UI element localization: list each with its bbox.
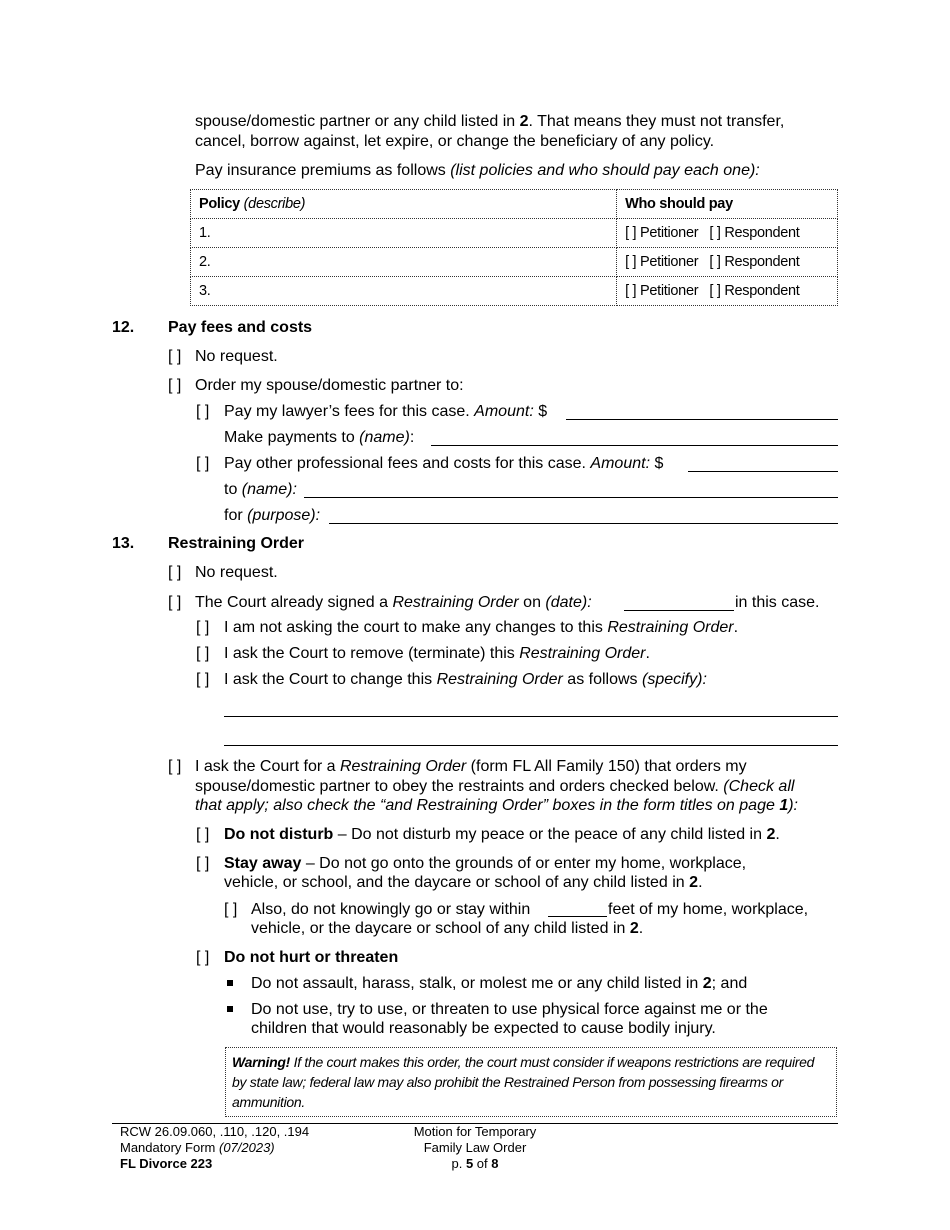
footer-page-number: p. 5 of 8 xyxy=(451,1156,499,1171)
policy-cell[interactable]: 2. xyxy=(191,248,617,277)
also-distance-checkbox[interactable]: [ ] xyxy=(224,901,238,918)
footer-title-1: Motion for Temporary xyxy=(413,1124,537,1139)
change-specify-field-2[interactable] xyxy=(224,745,838,746)
do-not-disturb-checkbox[interactable]: [ ] xyxy=(196,826,210,843)
who-pays-cell[interactable] xyxy=(617,219,838,248)
other-fees-label: Pay other professional fees and costs for this case. Amount: $ xyxy=(224,455,664,472)
warning-text: If the court makes this order, the court must consider if weapons restrictions are required by state law; federal law may also prohibit the Restrained Person from possessing firearms or ammunition. xyxy=(232,1054,815,1110)
other-fees-to-name-field[interactable] xyxy=(304,497,838,498)
already-signed-suffix: in this case. xyxy=(735,594,820,611)
change-order-label: I ask the Court to change this Restraining Order as follows (specify): xyxy=(224,671,707,688)
intro-line-2: cancel, borrow against, let expire, or change the beneficiary of any policy. xyxy=(195,133,715,150)
who-should-pay-column-header: Who should pay xyxy=(617,190,838,219)
footer-mandatory: Mandatory Form (07/2023) xyxy=(120,1140,275,1155)
policy-column-header: Policy (describe) xyxy=(191,190,617,219)
s13-no-request-label: No request. xyxy=(195,564,278,581)
table-row xyxy=(191,248,838,277)
change-order-checkbox[interactable]: [ ] xyxy=(196,671,210,688)
section-13-title: Restraining Order xyxy=(168,535,305,552)
hurt-bullet-1: Do not assault, harass, stalk, or molest me or any child listed in 2; and xyxy=(251,975,748,992)
not-asking-changes-checkbox[interactable]: [ ] xyxy=(196,619,210,636)
distance-feet-field[interactable] xyxy=(548,916,607,917)
bullet-icon xyxy=(227,1006,233,1012)
not-asking-changes-label: I am not asking the court to make any changes to this Restraining Order. xyxy=(224,619,739,636)
do-not-hurt-checkbox[interactable]: [ ] xyxy=(196,949,210,966)
do-not-hurt-label: Do not hurt or threaten xyxy=(224,949,399,966)
request-restraining-order-checkbox[interactable]: [ ] xyxy=(168,758,182,775)
also-distance-suffix: feet of my home, workplace, xyxy=(608,901,809,918)
petitioner-checkbox[interactable]: [ ] Petitioner xyxy=(625,225,699,241)
make-payments-name-field[interactable] xyxy=(431,445,838,446)
section-12-number: 12. xyxy=(112,319,135,336)
policy-cell[interactable]: 3. xyxy=(191,277,617,306)
table-row xyxy=(191,219,838,248)
other-fees-amount-field[interactable] xyxy=(688,471,838,472)
remove-order-label: I ask the Court to remove (terminate) this Restraining Order. xyxy=(224,645,650,662)
also-distance-label: Also, do not knowingly go or stay within xyxy=(251,901,531,918)
respondent-checkbox[interactable]: [ ] Respondent xyxy=(709,283,800,299)
lawyer-fees-label: Pay my lawyer’s fees for this case. Amount: $ xyxy=(224,403,548,420)
already-signed-checkbox[interactable]: [ ] xyxy=(168,594,182,611)
already-signed-label: The Court already signed a Restraining Order on (date): xyxy=(195,594,592,611)
respondent-checkbox[interactable]: [ ] Respondent xyxy=(709,225,800,241)
petitioner-checkbox[interactable]: [ ] Petitioner xyxy=(625,254,699,270)
intro-line-1: spouse/domestic partner or any child listed in 2. That means they must not transfer, xyxy=(195,113,785,130)
other-fees-to-label: to (name): xyxy=(224,481,297,498)
s12-no-request-checkbox[interactable]: [ ] xyxy=(168,348,182,365)
bullet-icon xyxy=(227,980,233,986)
request-ro-line-2: spouse/domestic partner to obey the restraints and orders checked below. (Check all xyxy=(195,778,795,795)
s13-no-request-checkbox[interactable]: [ ] xyxy=(168,564,182,581)
policy-cell[interactable]: 1. xyxy=(191,219,617,248)
stay-away-label: Stay away – Do not go onto the grounds of or enter my home, workplace, xyxy=(224,855,747,872)
who-pays-cell[interactable] xyxy=(617,248,838,277)
footer-title-2: Family Law Order xyxy=(423,1140,527,1155)
s12-order-checkbox[interactable]: [ ] xyxy=(168,377,182,394)
request-ro-line-1: I ask the Court for a Restraining Order (form FL All Family 150) that orders my xyxy=(195,758,747,775)
stay-away-line-2: vehicle, or school, and the daycare or school of any child listed in 2. xyxy=(224,874,703,891)
hurt-bullet-2-line-2: children that would reasonably be expected to cause bodily injury. xyxy=(251,1020,716,1037)
footer-form-id: FL Divorce 223 xyxy=(120,1156,213,1171)
also-distance-line-2: vehicle, or the daycare or school of any child listed in 2. xyxy=(251,920,644,937)
do-not-disturb-label: Do not disturb – Do not disturb my peace or the peace of any child listed in 2. xyxy=(224,826,780,843)
footer-rcw: RCW 26.09.060, .110, .120, .194 xyxy=(120,1124,310,1139)
section-13-number: 13. xyxy=(112,535,135,552)
other-fees-checkbox[interactable]: [ ] xyxy=(196,455,210,472)
already-signed-date-field[interactable] xyxy=(624,610,734,611)
request-ro-line-3: that apply; also check the “and Restraining Order” boxes in the form titles on page 1): xyxy=(195,797,798,814)
section-12-title: Pay fees and costs xyxy=(168,319,313,336)
insurance-policy-table xyxy=(190,189,838,306)
stay-away-checkbox[interactable]: [ ] xyxy=(196,855,210,872)
lawyer-fees-amount-field[interactable] xyxy=(566,419,838,420)
other-fees-purpose-field[interactable] xyxy=(329,523,838,524)
weapons-warning-box xyxy=(225,1047,837,1117)
s12-order-label: Order my spouse/domestic partner to: xyxy=(195,377,464,394)
change-specify-field-1[interactable] xyxy=(224,716,838,717)
warning-title: Warning! xyxy=(232,1054,291,1070)
premiums-instruction: Pay insurance premiums as follows (list policies and who should pay each one): xyxy=(195,162,760,179)
other-fees-purpose-label: for (purpose): xyxy=(224,507,321,524)
remove-order-checkbox[interactable]: [ ] xyxy=(196,645,210,662)
make-payments-label: Make payments to (name): xyxy=(224,429,415,446)
respondent-checkbox[interactable]: [ ] Respondent xyxy=(709,254,800,270)
hurt-bullet-2-line-1: Do not use, try to use, or threaten to use physical force against me or the xyxy=(251,1001,768,1018)
s12-no-request-label: No request. xyxy=(195,348,278,365)
table-row xyxy=(191,277,838,306)
lawyer-fees-checkbox[interactable]: [ ] xyxy=(196,403,210,420)
who-pays-cell[interactable] xyxy=(617,277,838,306)
petitioner-checkbox[interactable]: [ ] Petitioner xyxy=(625,283,699,299)
table-header-row xyxy=(191,190,838,219)
